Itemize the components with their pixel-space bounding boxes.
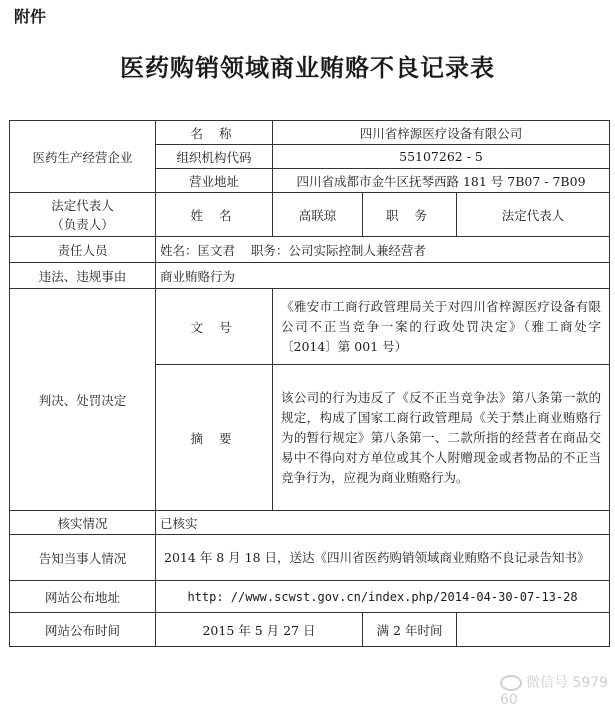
responsible-value: 姓名：匡文君 职务：公司实际控制人兼经营者 [156, 237, 610, 263]
verification-label: 核实情况 [10, 511, 156, 535]
page-title: 医药购销领域商业贿赂不良记录表 [120, 53, 495, 82]
summary-label: 摘 要 [156, 365, 273, 511]
legal-rep-position-label: 职 务 [363, 193, 457, 237]
summary-value: 该公司的行为违反了《反不正当竞争法》第八条第一款的规定，构成了国家工商行政管理局《关于禁止商业贿赂行为的暂行规定》第八条第一、二款所指的经营者在商品交易中不得向对方单位或其个人附赠现金或者物品的不正当竞争行为，应视为商业贿赂行为。 [273, 365, 610, 511]
company-name: 四川省梓源医疗设备有限公司 [273, 121, 610, 145]
watermark [500, 672, 615, 708]
duration-label: 满 2 年时间 [363, 613, 457, 647]
legal-rep-name-label: 姓 名 [156, 193, 273, 237]
notification-label: 告知当事人情况 [10, 535, 156, 581]
enterprise-section-label: 医药生产经营企业 [10, 121, 156, 193]
notification-value: 2014 年 8 月 18 日，送达《四川省医药购销领域商业贿赂不良记录告知书》 [156, 535, 610, 581]
publish-time-label: 网站公布时间 [10, 613, 156, 647]
website-url: http: //www.scwst.gov.cn/index.php/2014-04-30-07-13-28 [156, 581, 610, 613]
address-label: 营业地址 [156, 169, 273, 193]
responsible-label: 责任人员 [10, 237, 156, 263]
doc-number-value: 《雅安市工商行政管理局关于对四川省梓源医疗设备有限公司不正当竞争一案的行政处罚决定》（雅工商处字〔2014〕第 001 号） [273, 289, 610, 365]
judgment-label: 判决、处罚决定 [10, 289, 156, 511]
table-row [10, 581, 610, 613]
org-code-value: 55107262 - 5 [273, 145, 610, 169]
legal-rep-name: 高联琼 [273, 193, 363, 237]
name-label: 名 称 [156, 121, 273, 145]
attachment-label: 附件 [14, 7, 47, 26]
doc-number-label: 文 号 [156, 289, 273, 365]
table-row [10, 193, 610, 237]
table-row [10, 511, 610, 535]
watermark-text: 微信号 5979 60 [500, 675, 609, 708]
org-code-label: 组织机构代码 [156, 145, 273, 169]
verification-value: 已核实 [156, 511, 610, 535]
address-value: 四川省成都市金牛区抚琴西路 181 号 7B07 - 7B09 [273, 169, 610, 193]
table-row [10, 613, 610, 647]
legal-rep-position: 法定代表人 [457, 193, 610, 237]
wechat-icon [500, 675, 522, 691]
table-row [10, 289, 610, 365]
publish-time-value: 2015 年 5 月 27 日 [156, 613, 363, 647]
record-table [9, 120, 610, 647]
website-url-label: 网站公布地址 [10, 581, 156, 613]
duration-value [457, 613, 610, 647]
table-row [10, 263, 610, 289]
table-row [10, 237, 610, 263]
violation-value: 商业贿赂行为 [156, 263, 610, 289]
legal-rep-label: 法定代表人 （负责人） [10, 193, 156, 237]
table-row [10, 535, 610, 581]
violation-label: 违法、违规事由 [10, 263, 156, 289]
table-row [10, 121, 610, 145]
